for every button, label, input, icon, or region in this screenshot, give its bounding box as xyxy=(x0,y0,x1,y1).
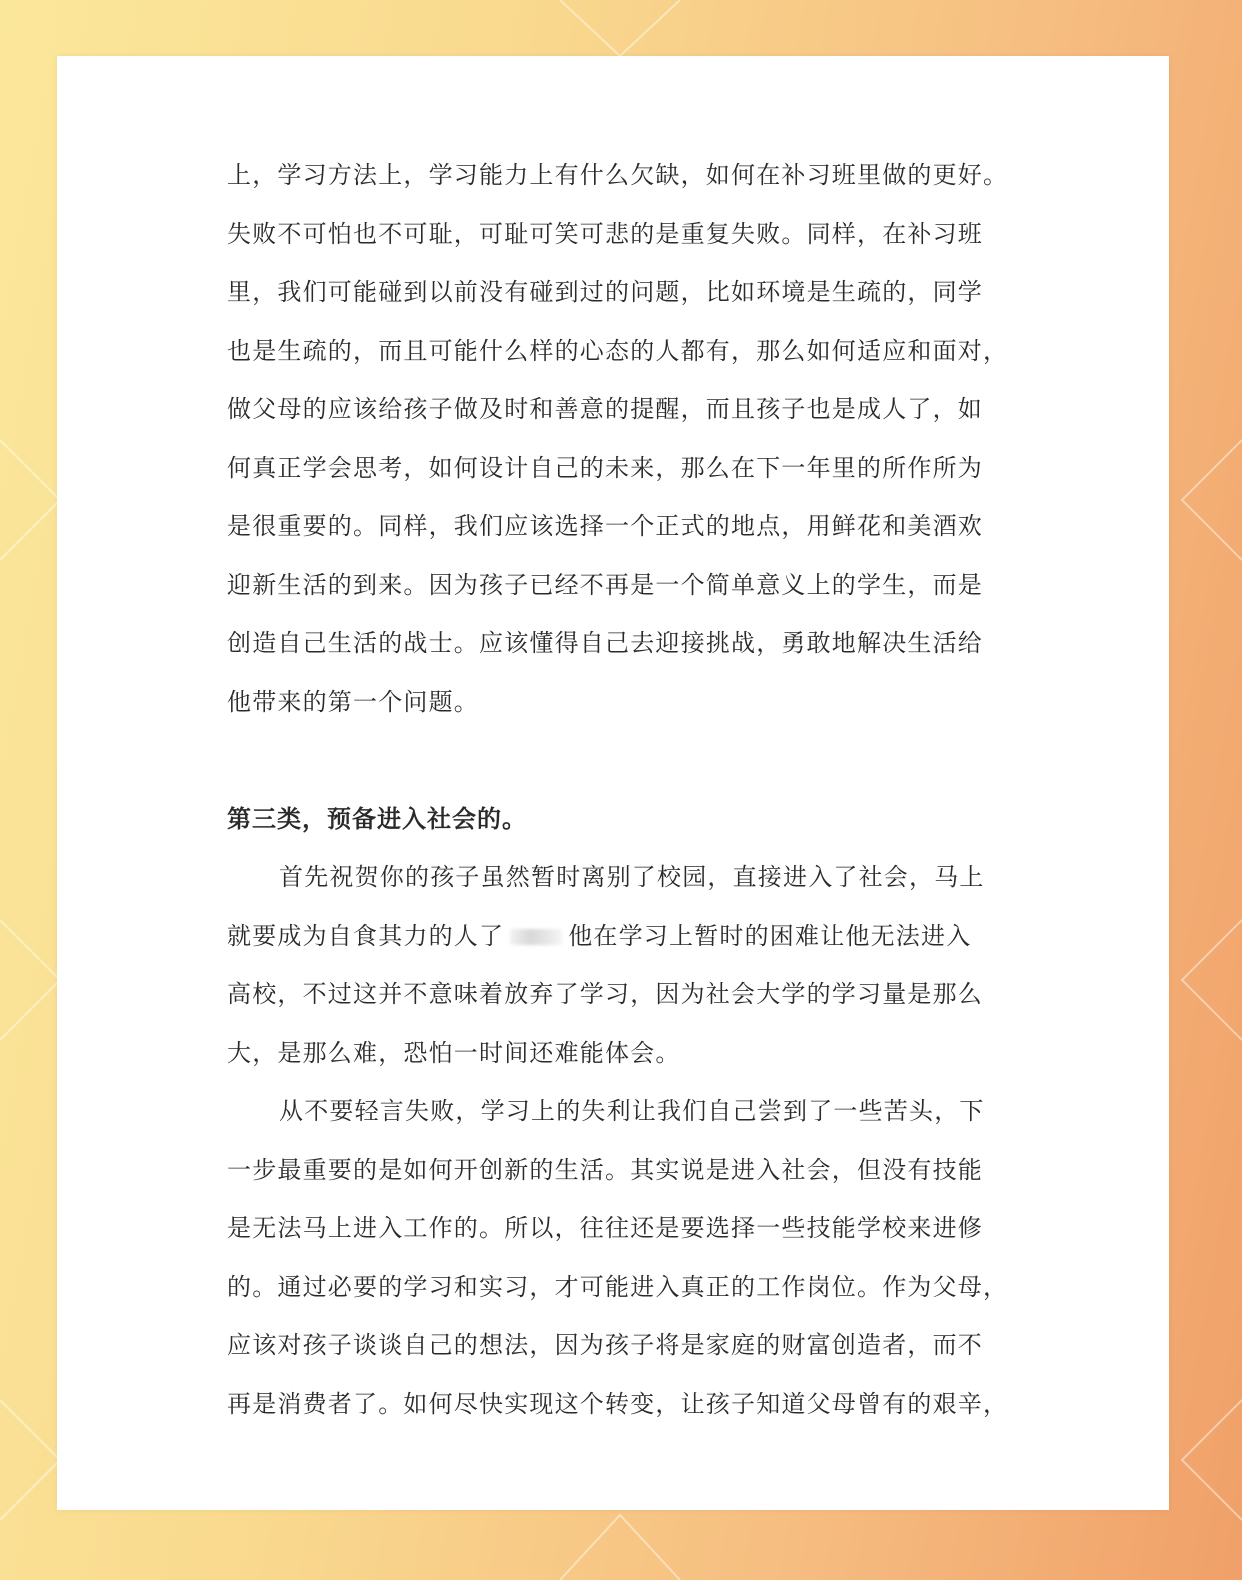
text-line: 何真正学会思考，如何设计自己的未来，那么在下一年里的所作所为 xyxy=(227,453,983,482)
text-segment: 他在学习上暂时的困难让他无法进入 xyxy=(568,921,972,950)
text-line: 做父母的应该给孩子做及时和善意的提醒，而且孩子也是成人了，如 xyxy=(227,395,983,423)
text-line: 首先祝贺你的孩子虽然暂时离别了校园，直接进入了社会，马上 xyxy=(279,863,985,891)
text-line: 高校，不过这并不意味着放弃了学习，因为社会大学的学习量是那么 xyxy=(227,980,983,1008)
text-line: 应该对孩子谈谈自己的想法，因为孩子将是家庭的财富创造者，而不 xyxy=(227,1331,983,1359)
text-line: 是无法马上进入工作的。所以，往往还是要选择一些技能学校来进修 xyxy=(227,1214,983,1242)
text-line: 的。通过必要的学习和实习，才可能进入真正的工作岗位。作为父母， xyxy=(227,1272,1009,1301)
paragraph-gap xyxy=(227,731,1007,790)
text-line: 失败不可怕也不可耻，可耻可笑可悲的是重复失败。同样，在补习班 xyxy=(227,219,983,248)
section-heading: 第三类，预备进入社会的。 xyxy=(227,803,527,833)
text-segment: 就要成为自食其力的人了 xyxy=(227,921,505,950)
text-line: 迎新生活的到来。因为孩子已经不再是一个简单意义上的学生，而是 xyxy=(227,570,983,599)
document-text xyxy=(227,146,1007,1433)
text-line: 一步最重要的是如何开创新的生活。其实说是进入社会，但没有技能 xyxy=(227,1155,983,1184)
blurred-mark xyxy=(510,929,562,945)
text-line: 上，学习方法上，学习能力上有什么欠缺，如何在补习班里做的更好。 xyxy=(227,161,1009,189)
document-page xyxy=(57,56,1169,1510)
text-line: 大，是那么难，恐怕一时间还难能体会。 xyxy=(227,1038,681,1067)
text-line xyxy=(227,907,1007,966)
text-line: 里，我们可能碰到以前没有碰到过的问题，比如环境是生疏的，同学 xyxy=(227,278,983,306)
text-line: 他带来的第一个问题。 xyxy=(227,687,479,716)
text-line: 也是生疏的，而且可能什么样的心态的人都有，那么如何适应和面对， xyxy=(227,336,1009,365)
text-line: 再是消费者了。如何尽快实现这个转变，让孩子知道父母曾有的艰辛， xyxy=(227,1389,1009,1418)
text-line: 是很重要的。同样，我们应该选择一个正式的地点，用鲜花和美酒欢 xyxy=(227,512,983,540)
text-line: 创造自己生活的战士。应该懂得自己去迎接挑战，勇敢地解决生活给 xyxy=(227,629,983,657)
text-line: 从不要轻言失败，学习上的失利让我们自己尝到了一些苦头，下 xyxy=(279,1097,985,1125)
